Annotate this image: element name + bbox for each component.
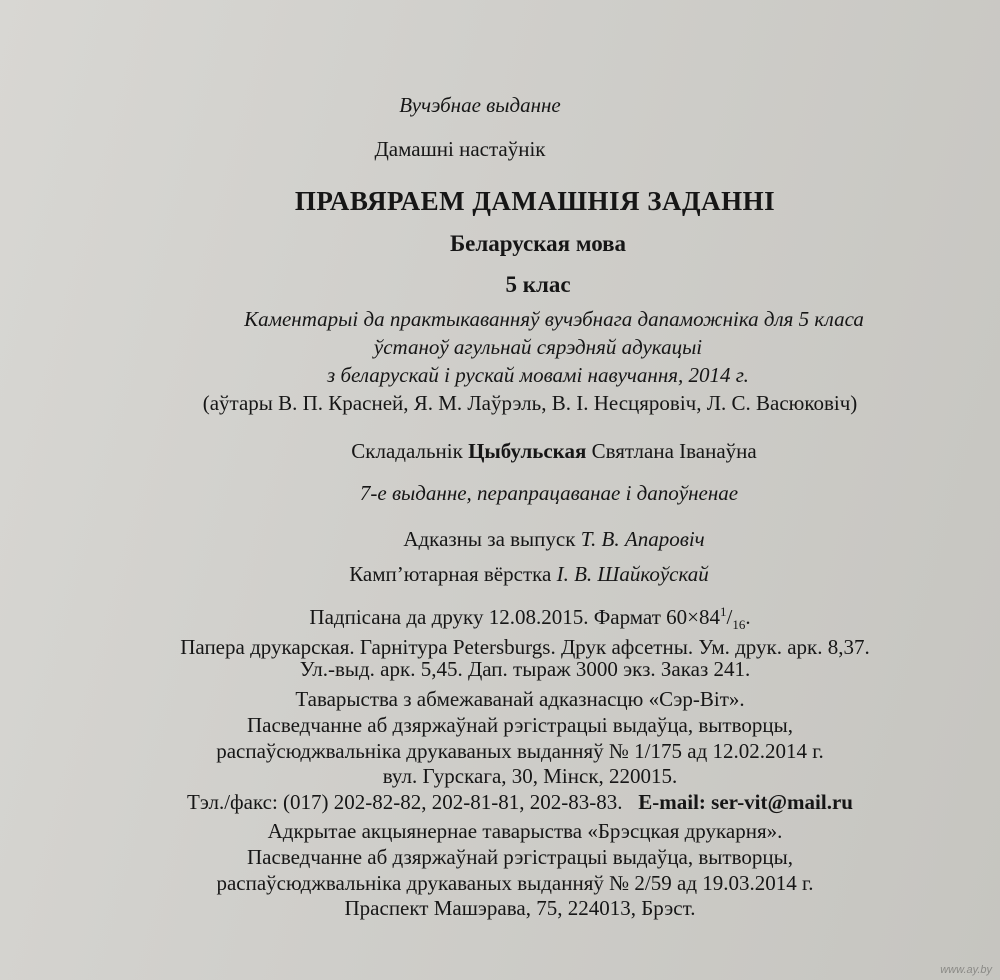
compiler-surname: Цыбульская — [468, 439, 587, 463]
format-end: . — [745, 605, 751, 629]
format-denominator: 16 — [732, 617, 746, 633]
printer-address: Праспект Машэрава, 75, 224013, Брэст. — [344, 896, 696, 920]
publisher-phone: Тэл./факс: (017) 202-82-82, 202-81-81, 202-83-83. — [187, 790, 623, 814]
commentary-line-1: Каментарыі да практыкаванняў вучэбнага дапаможніка для 5 класа — [244, 307, 864, 331]
layout-name: І. В. Шайкоўскай — [556, 562, 709, 586]
grade: 5 клас — [505, 272, 571, 297]
publisher-address: вул. Гурскага, 30, Мінск, 220015. — [382, 764, 678, 788]
subject: Беларуская мова — [449, 231, 627, 256]
watermark-text: www.ay.by — [940, 964, 992, 976]
commentary-line-3: з беларускай і рускай мовамі навучання, 2014 г. — [327, 363, 749, 387]
format-numerator: 1 — [719, 604, 727, 619]
responsible-label: Адказны за выпуск — [403, 527, 576, 551]
authors: (аўтары В. П. Красней, Я. М. Лаўрэль, В. І. Несцяровіч, Л. С. Васюковіч) — [202, 391, 858, 415]
responsible — [0, 526, 1000, 552]
layout-credit — [0, 561, 1000, 587]
publisher-name: Таварыства з абмежаванай адказнасцю «Сэр-Віт». — [295, 687, 745, 711]
compiler-name: Святлана Іванаўна — [591, 439, 757, 463]
printer-cert-line-1: Пасведчанне аб дзяржаўнай рэгістрацыі выдаўца, вытворцы, — [247, 845, 793, 869]
edition-note: 7-е выданне, перапрацаванае і дапоўненае — [359, 481, 739, 505]
compiler — [0, 438, 1000, 464]
commentary-line-2: ўстаноў агульнай сярэдняй адукацыі — [373, 335, 703, 359]
print-spec-text: Падпісана да друку 12.08.2015. Фармат 60×84 — [309, 605, 720, 629]
print-spec-line-1 — [0, 599, 1000, 638]
printer-cert-line-2: распаўсюджвальніка друкаваных выданняў № 2/59 ад 19.03.2014 г. — [216, 871, 814, 895]
layout-label: Камп’ютарная вёрстка — [349, 562, 552, 586]
responsible-name: Т. В. Апаровіч — [580, 527, 705, 551]
print-spec-line-2: Папера друкарская. Гарнітура Petersburgs. Друк афсетны. Ум. друк. арк. 8,37. — [180, 635, 870, 659]
publisher-contacts — [0, 789, 1000, 815]
compiler-label: Складальнік — [351, 439, 463, 463]
edition-type: Вучэбнае выданне — [399, 93, 561, 117]
publisher-cert-line-2: распаўсюджвальніка друкаваных выданняў № 1/175 ад 12.02.2014 г. — [216, 739, 824, 763]
publisher-cert-line-1: Пасведчанне аб дзяржаўнай рэгістрацыі выдаўца, вытворцы, — [247, 713, 793, 737]
format-slash: / — [726, 605, 733, 629]
printer-name: Адкрытае акцыянернае таварыства «Брэсцкая друкарня». — [267, 819, 783, 843]
book-title: ПРАВЯРАЕМ ДАМАШНІЯ ЗАДАННІ — [294, 186, 776, 216]
print-spec-line-3: Ул.-выд. арк. 5,45. Дап. тыраж 3000 экз. Заказ 241. — [299, 657, 751, 681]
publisher-email: E-mail: ser-vit@mail.ru — [638, 790, 853, 814]
series-name: Дамашні настаўнік — [374, 137, 546, 161]
